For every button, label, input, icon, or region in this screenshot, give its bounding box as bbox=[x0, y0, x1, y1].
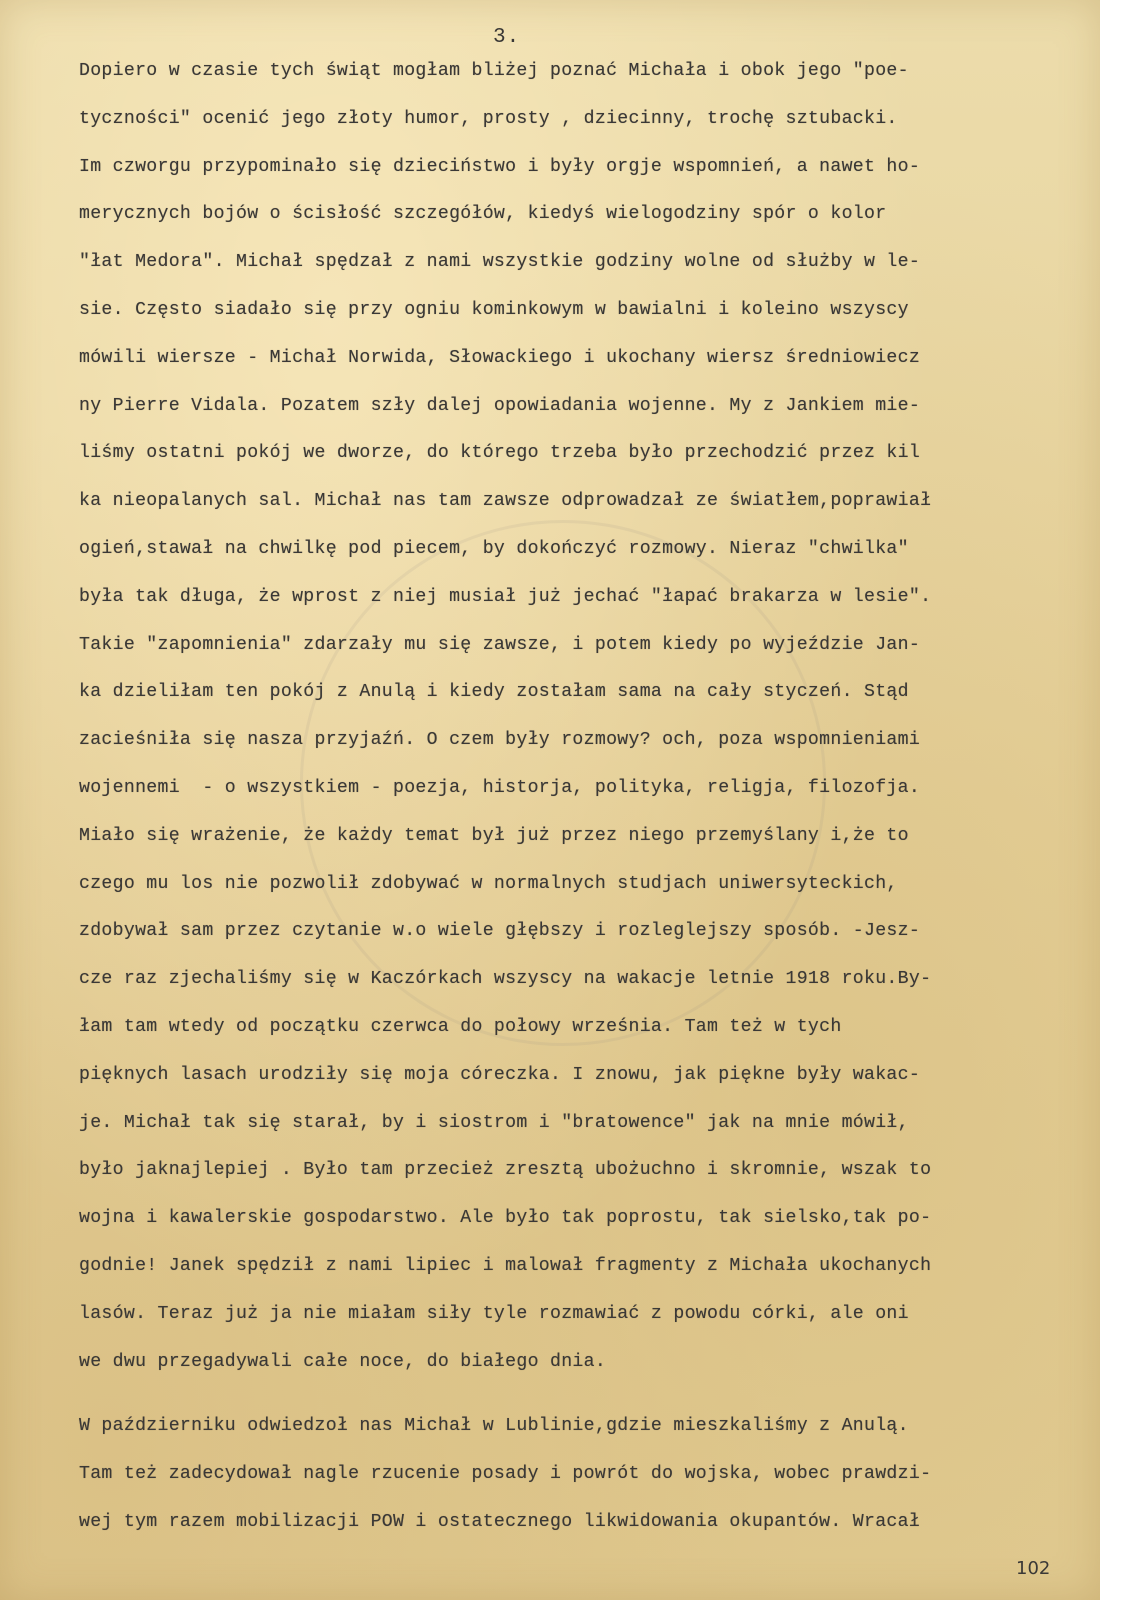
text-line: ka dzieliłam ten pokój z Anulą i kiedy zostałam sama na cały styczeń. Stąd bbox=[79, 682, 909, 703]
text-line: merycznych bojów o ścisłość szczegółów, kiedyś wielogodziny spór o kolor bbox=[79, 204, 887, 225]
text-line: było jaknajlepiej . Było tam przecież zresztą ubożuchno i skromnie, wszak to bbox=[79, 1160, 932, 1181]
text-line: cze raz zjechaliśmy się w Kaczórkach wszyscy na wakacje letnie 1918 roku.By- bbox=[79, 969, 932, 990]
text-line: W październiku odwiedzoł nas Michał w Lublinie,gdzie mieszkaliśmy z Anulą. bbox=[79, 1416, 909, 1437]
text-line: Takie "zapomnienia" zdarzały mu się zawsze, i potem kiedy po wyjeździe Jan- bbox=[79, 634, 921, 655]
page-number: 3. bbox=[493, 26, 521, 49]
text-line: mówili wiersze - Michał Norwida, Słowackiego i ukochany wiersz średniowiecz bbox=[79, 347, 921, 368]
text-line: "łat Medora". Michał spędzał z nami wszystkie godziny wolne od służby w le- bbox=[79, 252, 921, 273]
archive-page-number: 102 bbox=[1016, 1558, 1051, 1579]
text-line: zacieśniła się nasza przyjaźń. O czem były rozmowy? och, poza wspomnieniami bbox=[79, 730, 921, 751]
text-line: była tak długa, że wprost z niej musiał już jechać "łapać brakarza w lesie". bbox=[79, 586, 932, 607]
text-line: Miało się wrażenie, że każdy temat był już przez niego przemyślany i,że to bbox=[79, 825, 909, 846]
text-line: ogień,stawał na chwilkę pod piecem, by dokończyć rozmowy. Nieraz "chwilka" bbox=[79, 538, 909, 559]
text-line: Tam też zadecydował nagle rzucenie posady i powrót do wojska, wobec prawdzi- bbox=[79, 1464, 932, 1485]
text-line: sie. Często siadało się przy ogniu kominkowym w bawialni i koleino wszyscy bbox=[79, 299, 909, 320]
text-line: ka nieopalanych sal. Michał nas tam zawsze odprowadzał ze światłem,poprawiał bbox=[79, 491, 932, 512]
text-line: godnie! Janek spędził z nami lipiec i malował fragmenty z Michała ukochanych bbox=[79, 1255, 932, 1276]
text-line: ny Pierre Vidala. Pozatem szły dalej opowiadania wojenne. My z Jankiem mie- bbox=[79, 395, 921, 416]
text-line: tyczności" ocenić jego złoty humor, prosty , dziecinny, trochę sztubacki. bbox=[79, 108, 898, 129]
text-line: łam tam wtedy od początku czerwca do połowy września. Tam też w tych bbox=[79, 1016, 842, 1037]
text-line: we dwu przegadywali całe noce, do białego dnia. bbox=[79, 1351, 607, 1372]
text-line: wej tym razem mobilizacji POW i ostatecznego likwidowania okupantów. Wracał bbox=[79, 1511, 921, 1532]
text-line: liśmy ostatni pokój we dworze, do którego trzeba było przechodzić przez kil bbox=[79, 443, 921, 464]
text-line: zdobywał sam przez czytanie w.o wiele głębszy i rozleglejszy sposób. -Jesz- bbox=[79, 921, 921, 942]
text-line: je. Michał tak się starał, by i siostrom i "bratowence" jak na mnie mówił, bbox=[79, 1112, 909, 1133]
text-line: pięknych lasach urodziły się moja córeczka. I znowu, jak piękne były wakac- bbox=[79, 1064, 921, 1085]
text-line: Dopiero w czasie tych świąt mogłam bliżej poznać Michała i obok jego "poe- bbox=[79, 61, 909, 81]
text-line: wojennemi - o wszystkiem - poezja, historja, polityka, religja, filozofja. bbox=[79, 777, 921, 798]
text-line: czego mu los nie pozwolił zdobywać w normalnych studjach uniwersyteckich, bbox=[79, 873, 898, 894]
text-line: wojna i kawalerskie gospodarstwo. Ale było tak poprostu, tak sielsko,tak po- bbox=[79, 1208, 932, 1229]
text-line: lasów. Teraz już ja nie miałam siły tyle rozmawiać z powodu córki, ale oni bbox=[79, 1303, 909, 1324]
paragraph-gap bbox=[79, 1386, 1089, 1403]
paragraph bbox=[79, 48, 1089, 1386]
body-text bbox=[79, 48, 1089, 1547]
paragraph bbox=[79, 1403, 1089, 1546]
text-line: Im czworgu przypominało się dzieciństwo i były orgje wspomnień, a nawet ho- bbox=[79, 156, 921, 177]
